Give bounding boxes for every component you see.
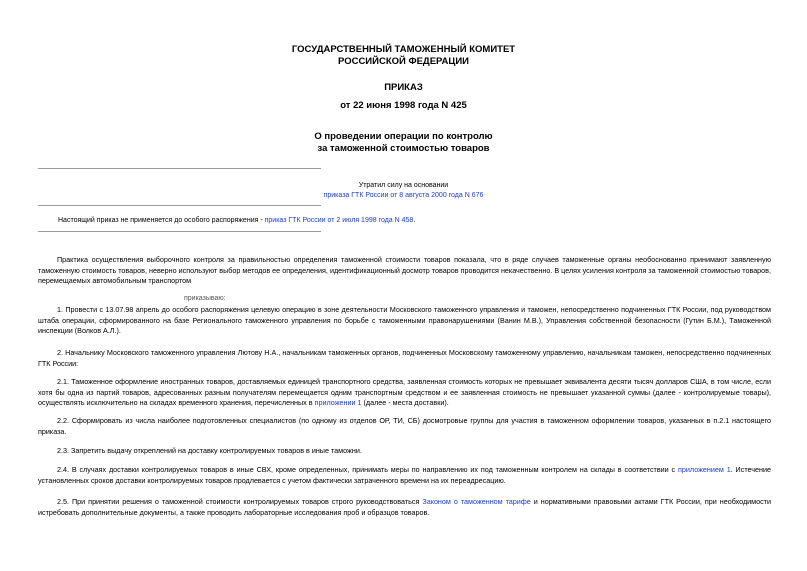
- doc-type: ПРИКАЗ: [384, 82, 423, 93]
- not-applied-note: [58, 216, 758, 226]
- paragraph-2-1: [38, 377, 771, 409]
- separator-line: [38, 231, 321, 232]
- appendix-1-link[interactable]: приложении 1: [314, 398, 362, 408]
- doc-title-line1: О проведении операции по контролю: [314, 131, 493, 142]
- paragraph-2-2: [38, 416, 771, 437]
- doc-date: от 22 июня 1998 года N 425: [340, 100, 467, 111]
- paragraph-2-3-text: 2.3. Запретить выдачу откреплений на доставку контролируемых товаров в иные таможни.: [57, 446, 362, 455]
- paragraph-2-4-end: . Истечение установленных сроков доставки контролируемых товаров продлевается с учетом фактически затраченного времени на их переадресацию.: [38, 465, 772, 485]
- not-applied-text: Настоящий приказ не применяется до особого распоряжения -: [58, 217, 265, 224]
- org-name-line2: РОССИЙСКОЙ ФЕДЕРАЦИИ: [337, 56, 469, 67]
- paragraph-1: [38, 305, 771, 337]
- paragraph-2-text: 2. Начальнику Московского таможенного управления Лютову Н.А., начальникам таможенных органов, подчиненных Московскому таможенному управлению, начальникам таможен, непосредственно подчиненных ГТК России:: [38, 348, 771, 368]
- paragraph-2-4-text: 2.4. В случаях доставки контролируемых товаров в иные СВХ, кроме определенных, принимать меры по направлению их под таможенным контролем на склады в соответствии с: [57, 465, 679, 474]
- paragraph-2-3: [38, 446, 771, 457]
- not-applied-end: .: [413, 217, 416, 224]
- paragraph-2-5: [38, 497, 771, 518]
- paragraph-2-2-text: 2.2. Сформировать из числа наиболее подготовленных специалистов (по одному из отделов ОР, ТИ, СБ) досмотровые группы для участия в таможенном оформлении товаров, указанных в п.2.1 настоящего приказа.: [38, 416, 771, 436]
- org-name-line1: ГОСУДАРСТВЕННЫЙ ТАМОЖЕННЫЙ КОМИТЕТ: [291, 44, 516, 55]
- appendix-1-link-2[interactable]: приложением 1: [678, 465, 731, 474]
- separator-line: [38, 205, 321, 206]
- intro-paragraph: [38, 255, 771, 287]
- paragraph-2-4: [38, 465, 771, 486]
- order-word: приказываю:: [184, 295, 226, 302]
- paragraph-2: [38, 348, 771, 369]
- paragraph-2-1-end: (далее - места доставки).: [361, 398, 449, 408]
- lost-force-text: Утратил силу на основании: [358, 182, 449, 189]
- lost-force-link[interactable]: приказа ГТК России от 8 августа 2000 года N 676: [323, 191, 484, 199]
- customs-tariff-law-link[interactable]: Законом о таможенном тарифе: [422, 497, 531, 506]
- paragraph-2-5-text: 2.5. При принятии решения о таможенной стоимости контролируемых товаров строго руководствоваться: [57, 497, 423, 506]
- paragraph-2-5-end: и нормативными правовыми актами ГТК России, при необходимости истребовать дополнительные документы, а также проводить лабораторные исследования проб и образцов товаров.: [38, 497, 771, 517]
- paragraph-2-1-text: 2.1. Таможенное оформление иностранных товаров, доставляемых единицей транспортного средства, заявленная стоимость которых не превышает эквивалента десяти тысяч долларов США, в том числе, если хотя бы одна из партий товаров, адресованных разным получателям перемещается одним транспортным средством и ее заявленная стоимость не превышает указанной суммы (далее - контролируемые товары), осуществлять исключительно на складах временного хранения, перечисленных в: [38, 377, 771, 408]
- not-applied-link[interactable]: приказ ГТК России от 2 июля 1998 года N 458: [264, 217, 414, 224]
- paragraph-1-text: 1. Провести с 13.07.98 апрель до особого распоряжения целевую операцию в зоне деятельности Московского таможенного управления и таможен, непосредственно подчиненных ГТК России, под руководством штаба операции, сформированного на базе Регионального таможенного управления по борьбе с таможенными правонарушениями (Ванин М.В.), Управления собственной безопасности (Гутин Б.М.), Таможенной инспекции (Волков А.Л.).: [38, 305, 771, 336]
- intro-text: Практика осуществления выборочного контроля за правильностью определения таможенной стоимости товаров показала, что в ряде случаев таможенные органы необоснованно принимают заявленную таможенную стоимость товаров, неверно используют выбор методов ее определения, идентификационный досмотр товаров проводится некачественно. В целях усиления контроля за таможенной стоимостью товаров, перемещаемых автомобильным транспортом: [38, 255, 771, 286]
- separator-line: [38, 168, 321, 169]
- doc-title-line2: за таможенной стоимостью товаров: [317, 143, 490, 154]
- lost-force-note: [310, 181, 497, 200]
